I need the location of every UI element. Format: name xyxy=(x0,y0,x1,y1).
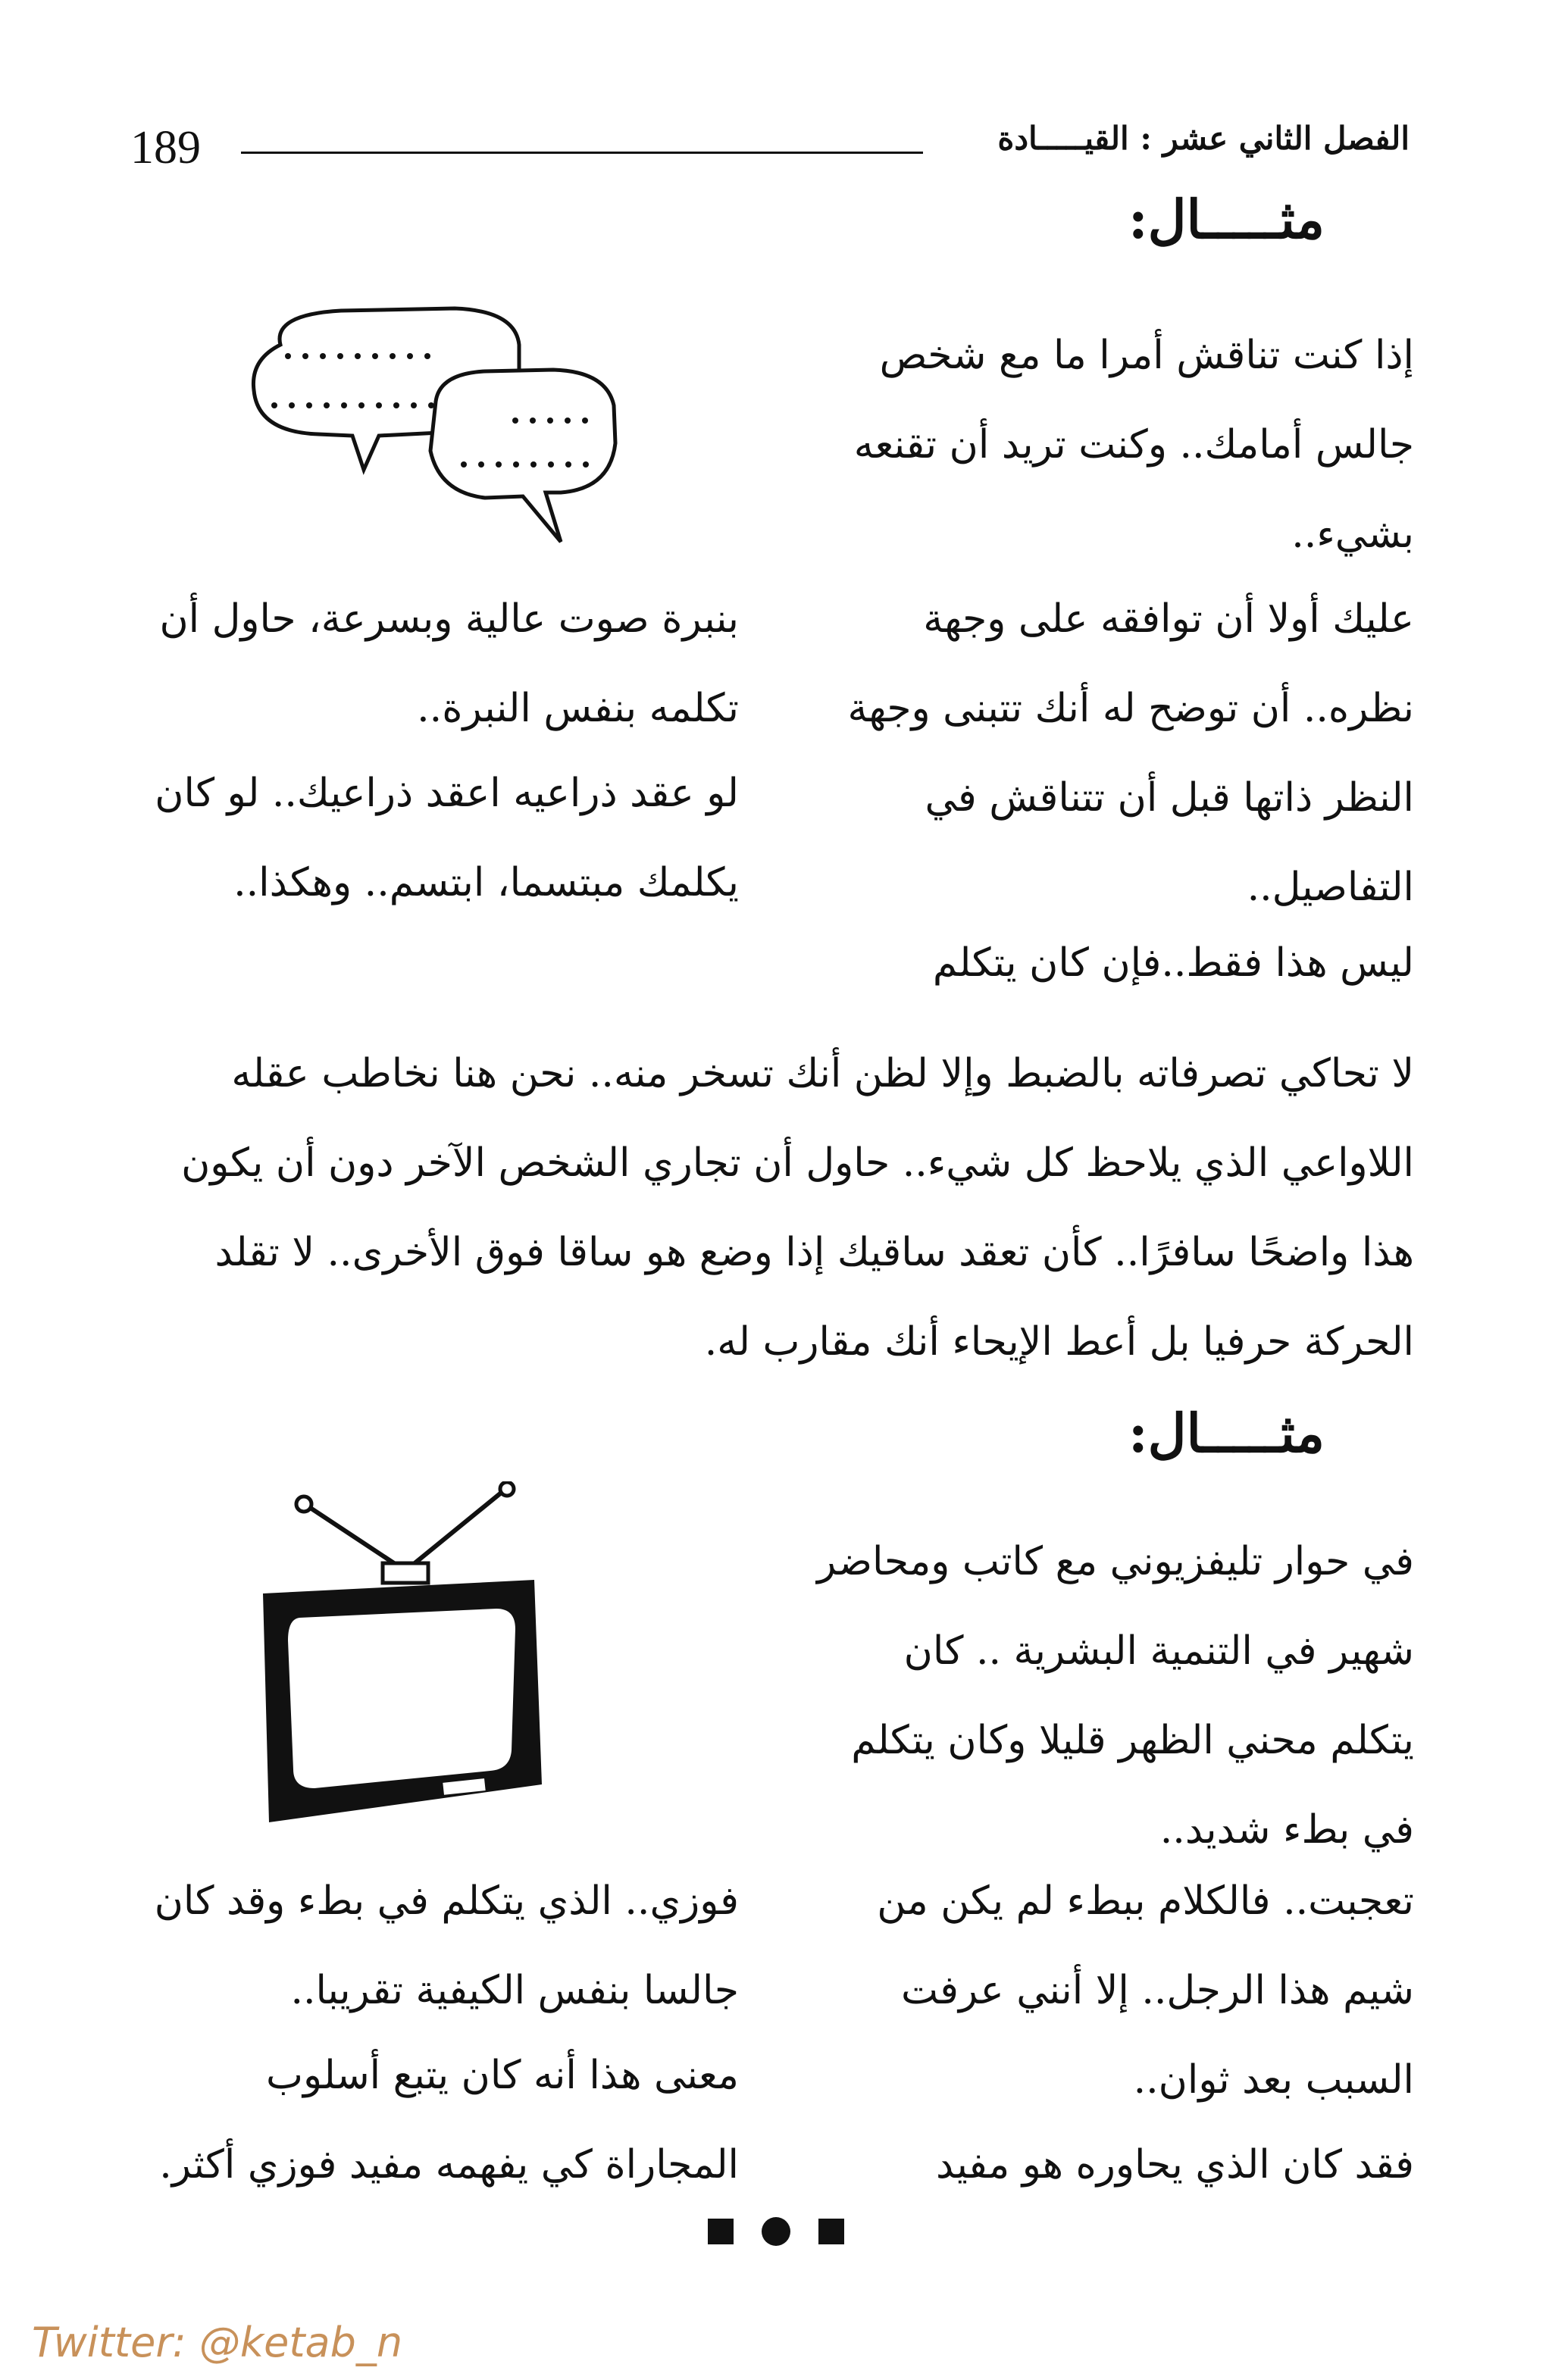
paragraph-3: ليس هذا فقط..فإن كان يتكلم xyxy=(932,940,1414,986)
end-ornament xyxy=(0,2213,1552,2253)
paragraph-6: لا تحاكي تصرفاته بالضبط وإلا لظن أنك تسخر منه.. نحن هنا نخاطب عقله اللاواعي الذي يلاحظ كل شيء.. حاول أن تجاري الشخص الآخر دون أن يكون هذا واضحًا سافرًا.. كأن تعقد ساقيك إذا وضع هو ساقا فوق الأخرى.. لا تقلد الحركة حرفيا بل أعط الإيحاء أنك مقارب له. xyxy=(181,1051,1414,1365)
television-icon xyxy=(254,1481,565,1837)
paragraph-1: إذا كنت تناقش أمرا ما مع شخص جالس أمامك.. وكنت تريد أن تقنعه بشيء.. xyxy=(853,333,1414,557)
square-dot-square-ornament-icon xyxy=(704,2213,848,2250)
paragraph-11: معنى هذا أنه كان يتبع أسلوب المجاراة كي يفهمه مفيد فوزي أكثر. xyxy=(159,2053,739,2188)
paragraph-9: فقد كان الذي يحاوره هو مفيد xyxy=(936,2142,1414,2188)
paragraph-5: لو عقد ذراعيه اعقد ذراعيك.. لو كان يكلمك مبتسما، ابتسم.. وهكذا.. xyxy=(155,771,739,905)
page-number: 189 xyxy=(130,122,201,174)
paragraph-2: عليك أولا أن توافقه على وجهة نظره.. أن توضح له أنك تتبنى وجهة النظر ذاتها قبل أن تتناقش في التفاصيل.. xyxy=(847,596,1414,910)
paragraph-4: بنبرة صوت عالية وبسرعة، حاول أن تكلمه بنفس النبرة.. xyxy=(159,596,739,731)
paragraph-8: تعجبت.. فالكلام ببطء لم يكن من شيم هذا الرجل.. إلا أنني عرفت السبب بعد ثوان.. xyxy=(877,1878,1414,2103)
twitter-watermark: Twitter: @ketab_n xyxy=(32,2319,403,2366)
example-heading: مثـــــال: xyxy=(1128,188,1325,251)
header-rule xyxy=(241,152,923,154)
paragraph-7: في حوار تليفزيوني مع كاتب ومحاضر شهير في التنمية البشرية .. كان يتكلم محني الظهر قليلا وكان يتكلم في بطء شديد.. xyxy=(817,1539,1414,1853)
paragraph-10: فوزي.. الذي يتكلم في بطء وقد كان جالسا بنفس الكيفية تقريبا.. xyxy=(154,1878,739,2013)
speech-bubbles-icon xyxy=(227,299,652,557)
example-heading-2: مثـــــال: xyxy=(1128,1402,1325,1465)
chapter-title: الفصل الثاني عشر : القيـــــادة xyxy=(997,120,1410,157)
